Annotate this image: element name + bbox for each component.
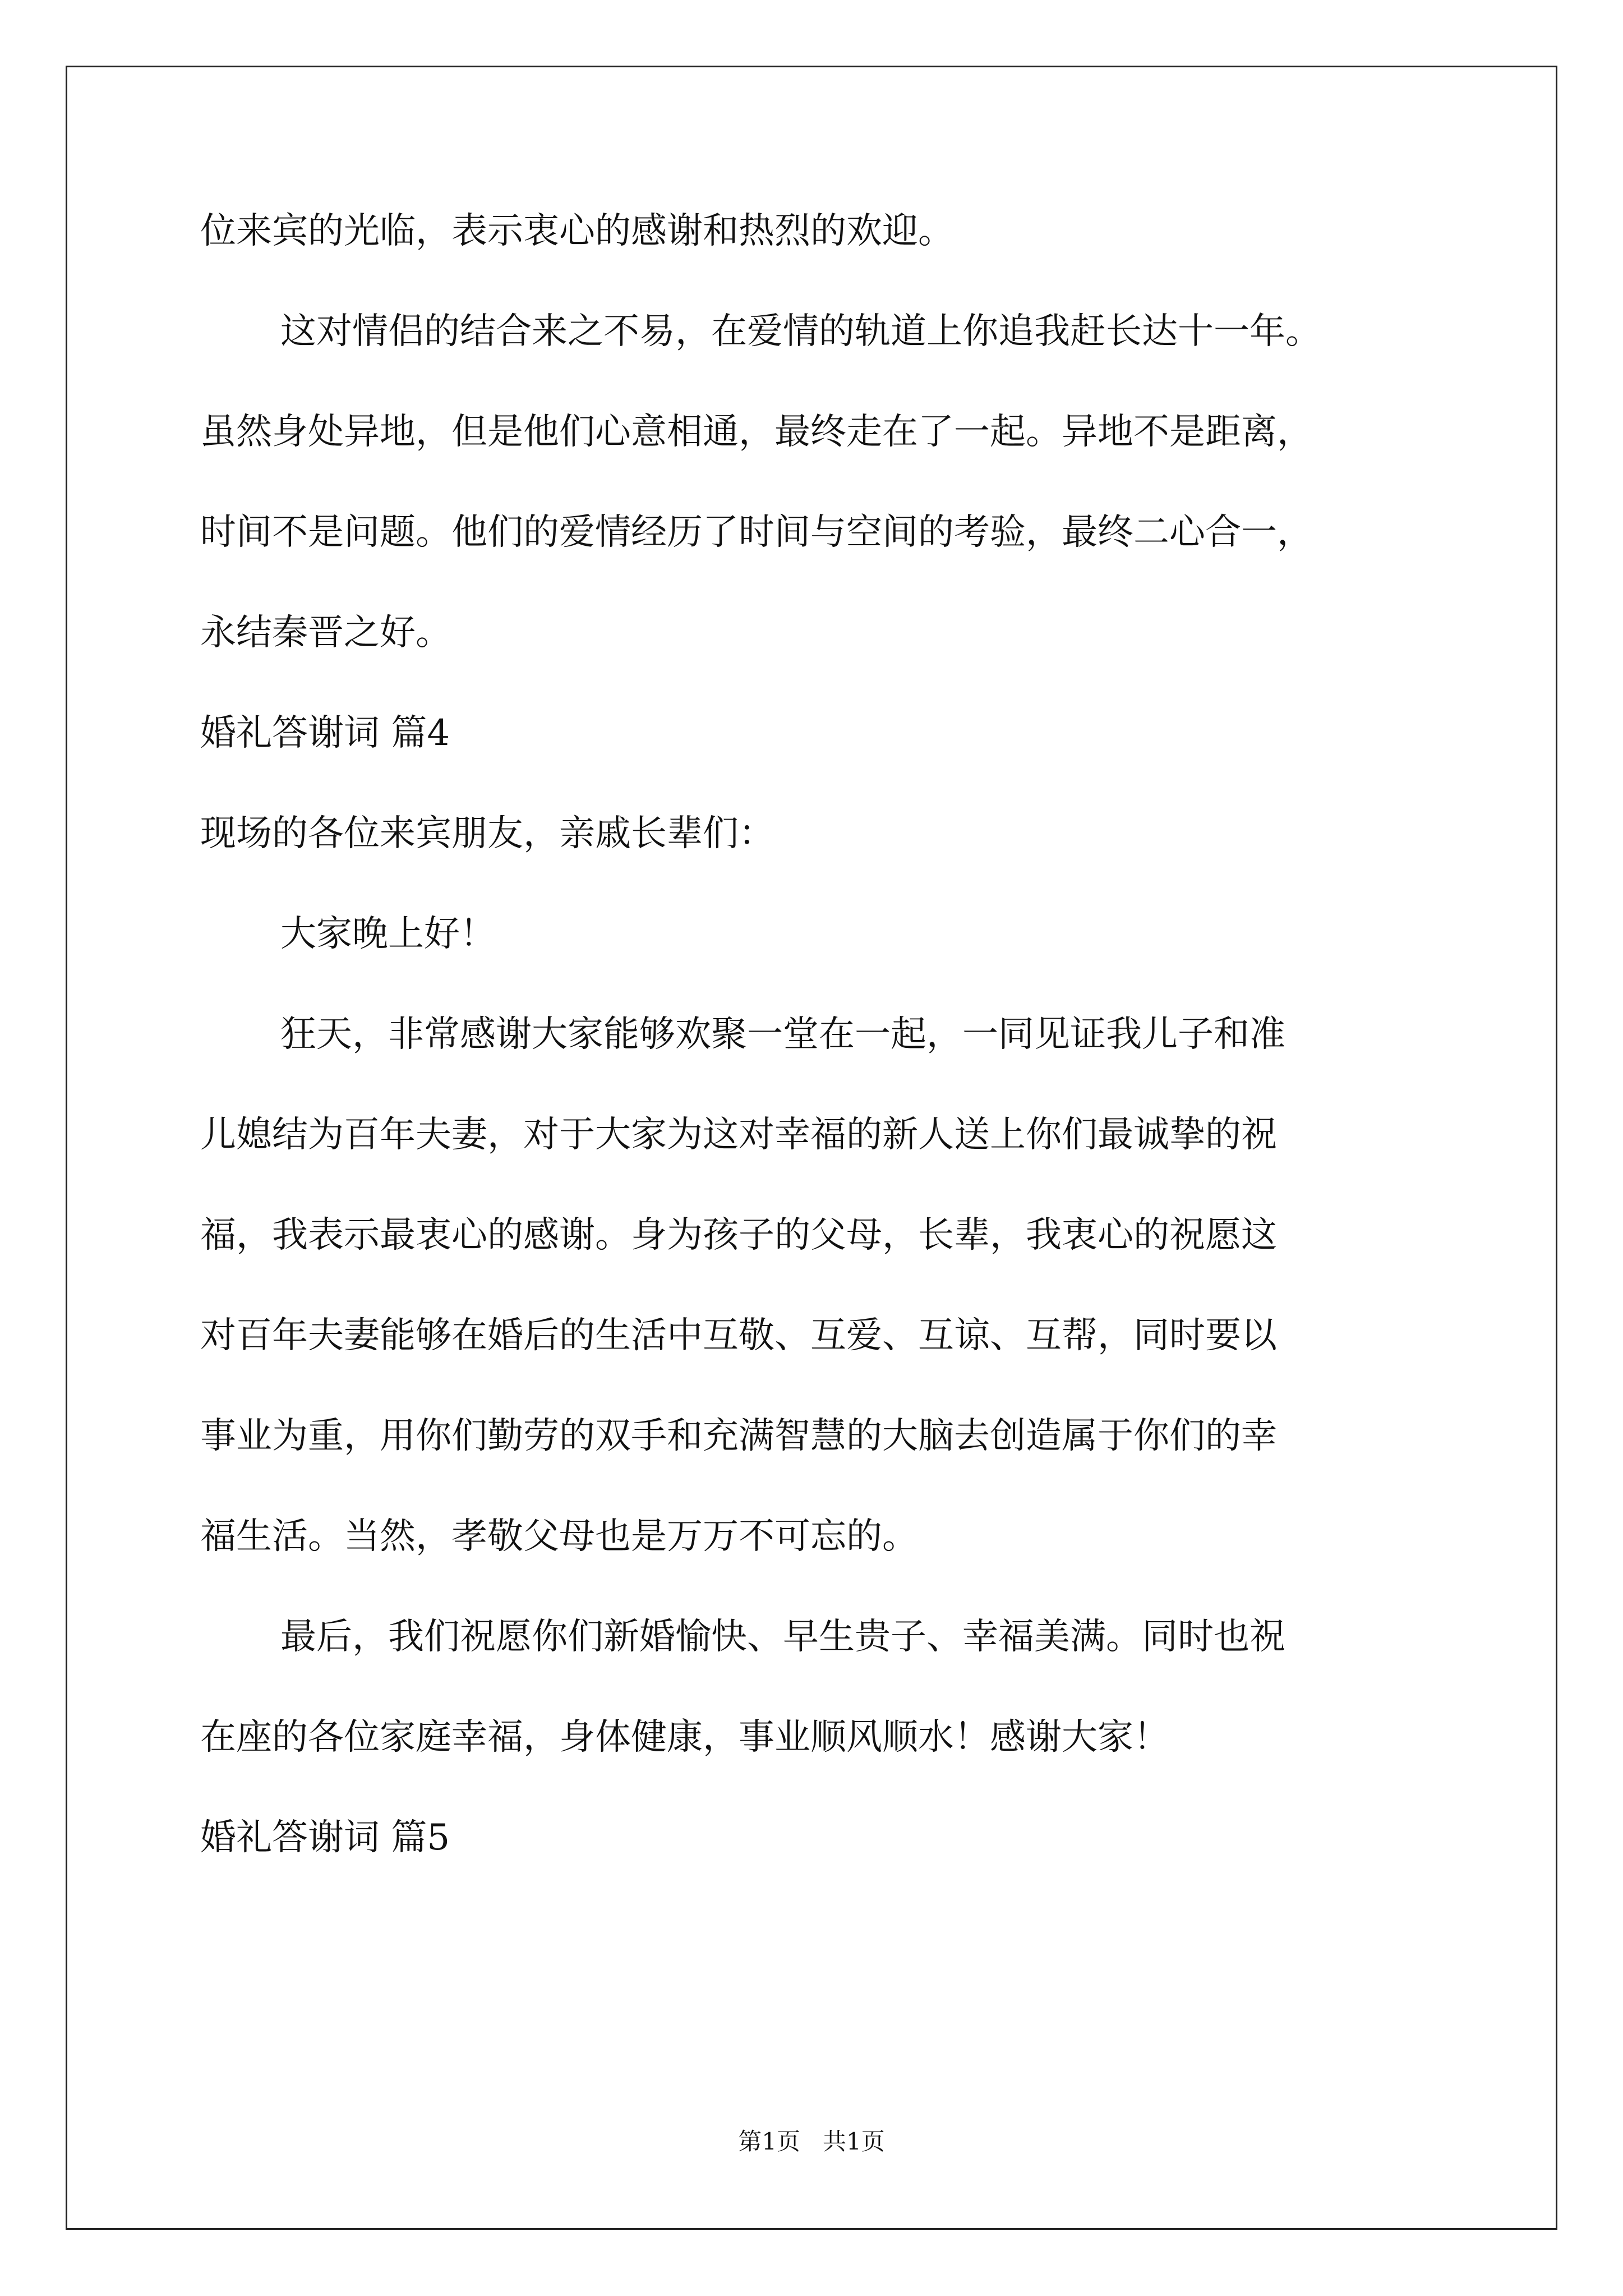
text-line: 时间不是问题。他们的爱情经历了时间与空间的考验，最终二心合一， bbox=[200, 512, 1313, 553]
text-line: 福生活。当然，孝敬父母也是万万不可忘的。 bbox=[200, 1516, 918, 1557]
text-line: 福，我表示最衷心的感谢。身为孩子的父母，长辈，我衷心的祝愿这 bbox=[200, 1214, 1277, 1256]
text-line: 狂天，非常感谢大家能够欢聚一堂在一起，一同见证我儿子和准 bbox=[280, 1014, 1285, 1055]
section-heading: 婚礼答谢词 篇5 bbox=[200, 1817, 450, 1858]
text-line: 最后，我们祝愿你们新婚愉快、早生贵子、幸福美满。同时也祝 bbox=[280, 1616, 1285, 1658]
text-line: 现场的各位来宾朋友，亲戚长辈们： bbox=[200, 813, 774, 854]
text-line: 虽然身处异地，但是他们心意相通，最终走在了一起。异地不是距离， bbox=[200, 411, 1313, 453]
text-line: 儿媳结为百年夫妻，对于大家为这对幸福的新人送上你们最诚挚的祝 bbox=[200, 1114, 1277, 1156]
page-footer: 第1页 共1页 bbox=[738, 2128, 885, 2155]
text-line: 事业为重，用你们勤劳的双手和充满智慧的大脑去创造属于你们的幸 bbox=[200, 1415, 1277, 1457]
text-line: 永结秦晋之好。 bbox=[200, 612, 451, 654]
text-line: 位来宾的光临，表示衷心的感谢和热烈的欢迎。 bbox=[200, 210, 954, 252]
text-line: 这对情侣的结合来之不易，在爱情的轨道上你追我赶长达十一年。 bbox=[280, 311, 1321, 352]
text-line: 在座的各位家庭幸福，身体健康，事业顺风顺水！感谢大家！ bbox=[200, 1717, 1169, 1758]
text-line: 大家晚上好！ bbox=[280, 913, 496, 955]
text-line: 对百年夫妻能够在婚后的生活中互敬、互爱、互谅、互帮，同时要以 bbox=[200, 1315, 1277, 1356]
section-heading: 婚礼答谢词 篇4 bbox=[200, 712, 450, 754]
